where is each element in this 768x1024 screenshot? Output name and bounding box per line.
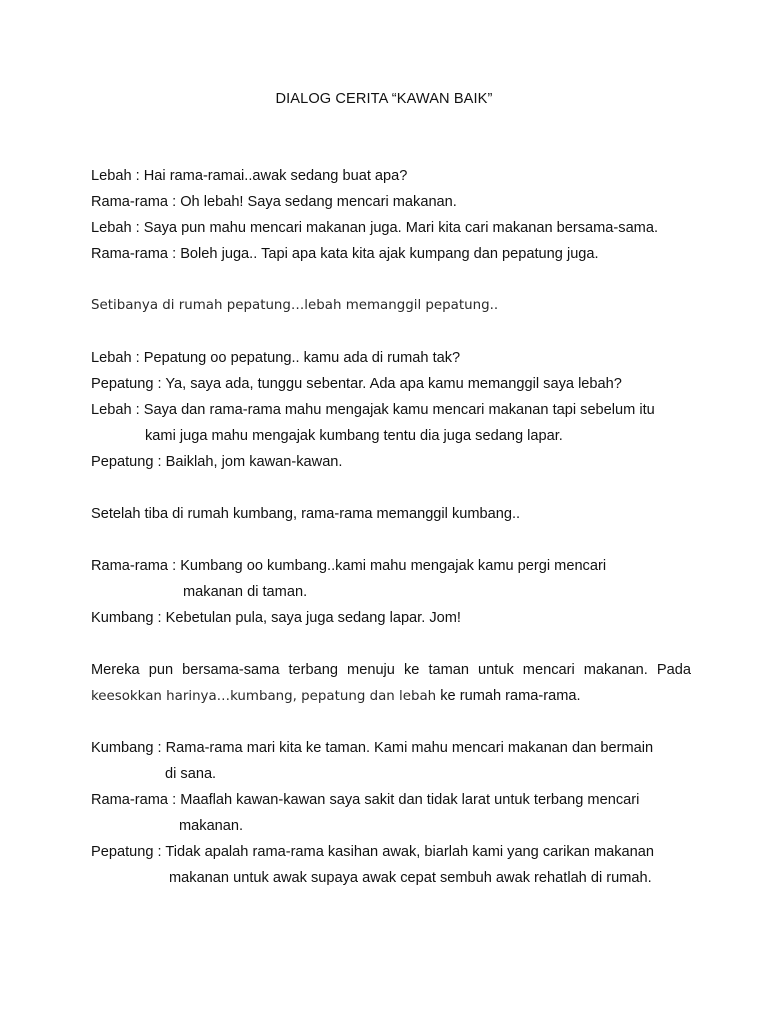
dialog-line: Pepatung : Tidak apalah rama-rama kasihan awak, biarlah kami yang carikan makanan [91,844,654,860]
document-title: DIALOG CERITA “KAWAN BAIK” [275,91,493,107]
dialog-line: Rama-rama : Oh lebah! Saya sedang mencari makanan. [91,194,457,210]
narration-line: Setibanya di rumah pepatung…lebah memanggil pepatung.. [91,298,499,313]
dialog-line: Kumbang : Rama-rama mari kita ke taman. Kami mahu mencari makanan dan bermain [91,740,654,756]
dialog-line: Lebah : Saya dan rama-rama mahu mengajak kamu mencari makanan tapi sebelum itu [91,402,655,418]
dialog-line-continuation: makanan. [179,818,244,834]
narration-line: Mereka pun bersama-sama terbang menuju ke taman untuk mencari makanan. Pada [91,662,691,678]
narration-line [91,687,581,706]
narration-segment: ke rumah rama-rama. [440,688,581,704]
dialog-line: Kumbang : Kebetulan pula, saya juga sedang lapar. Jom! [91,610,461,626]
dialog-line: Lebah : Pepatung oo pepatung.. kamu ada di rumah tak? [91,350,461,366]
dialog-line-continuation: makanan di taman. [183,584,308,600]
dialog-line: Rama-rama : Boleh juga.. Tapi apa kata kita ajak kumpang dan pepatung juga. [91,246,599,262]
dialog-line-continuation: di sana. [165,766,217,782]
dialog-line: Pepatung : Baiklah, jom kawan-kawan. [91,454,343,470]
dialog-line: Lebah : Saya pun mahu mencari makanan juga. Mari kita cari makanan bersama-sama. [91,220,659,236]
narration-segment: keesokkan harinya…kumbang, pepatung dan lebah [91,689,437,704]
dialog-line: Lebah : Hai rama-ramai..awak sedang buat apa? [91,168,408,184]
dialog-line-continuation: kami juga mahu mengajak kumbang tentu dia juga sedang lapar. [145,428,563,444]
dialog-line: Pepatung : Ya, saya ada, tunggu sebentar. Ada apa kamu memanggil saya lebah? [91,376,622,392]
dialog-line: Rama-rama : Kumbang oo kumbang..kami mahu mengajak kamu pergi mencari [91,558,607,574]
dialog-line: Rama-rama : Maaflah kawan-kawan saya sakit dan tidak larat untuk terbang mencari [91,792,640,808]
dialog-line-continuation: makanan untuk awak supaya awak cepat sembuh awak rehatlah di rumah. [169,870,652,886]
narration-line: Setelah tiba di rumah kumbang, rama-rama memanggil kumbang.. [91,506,521,522]
